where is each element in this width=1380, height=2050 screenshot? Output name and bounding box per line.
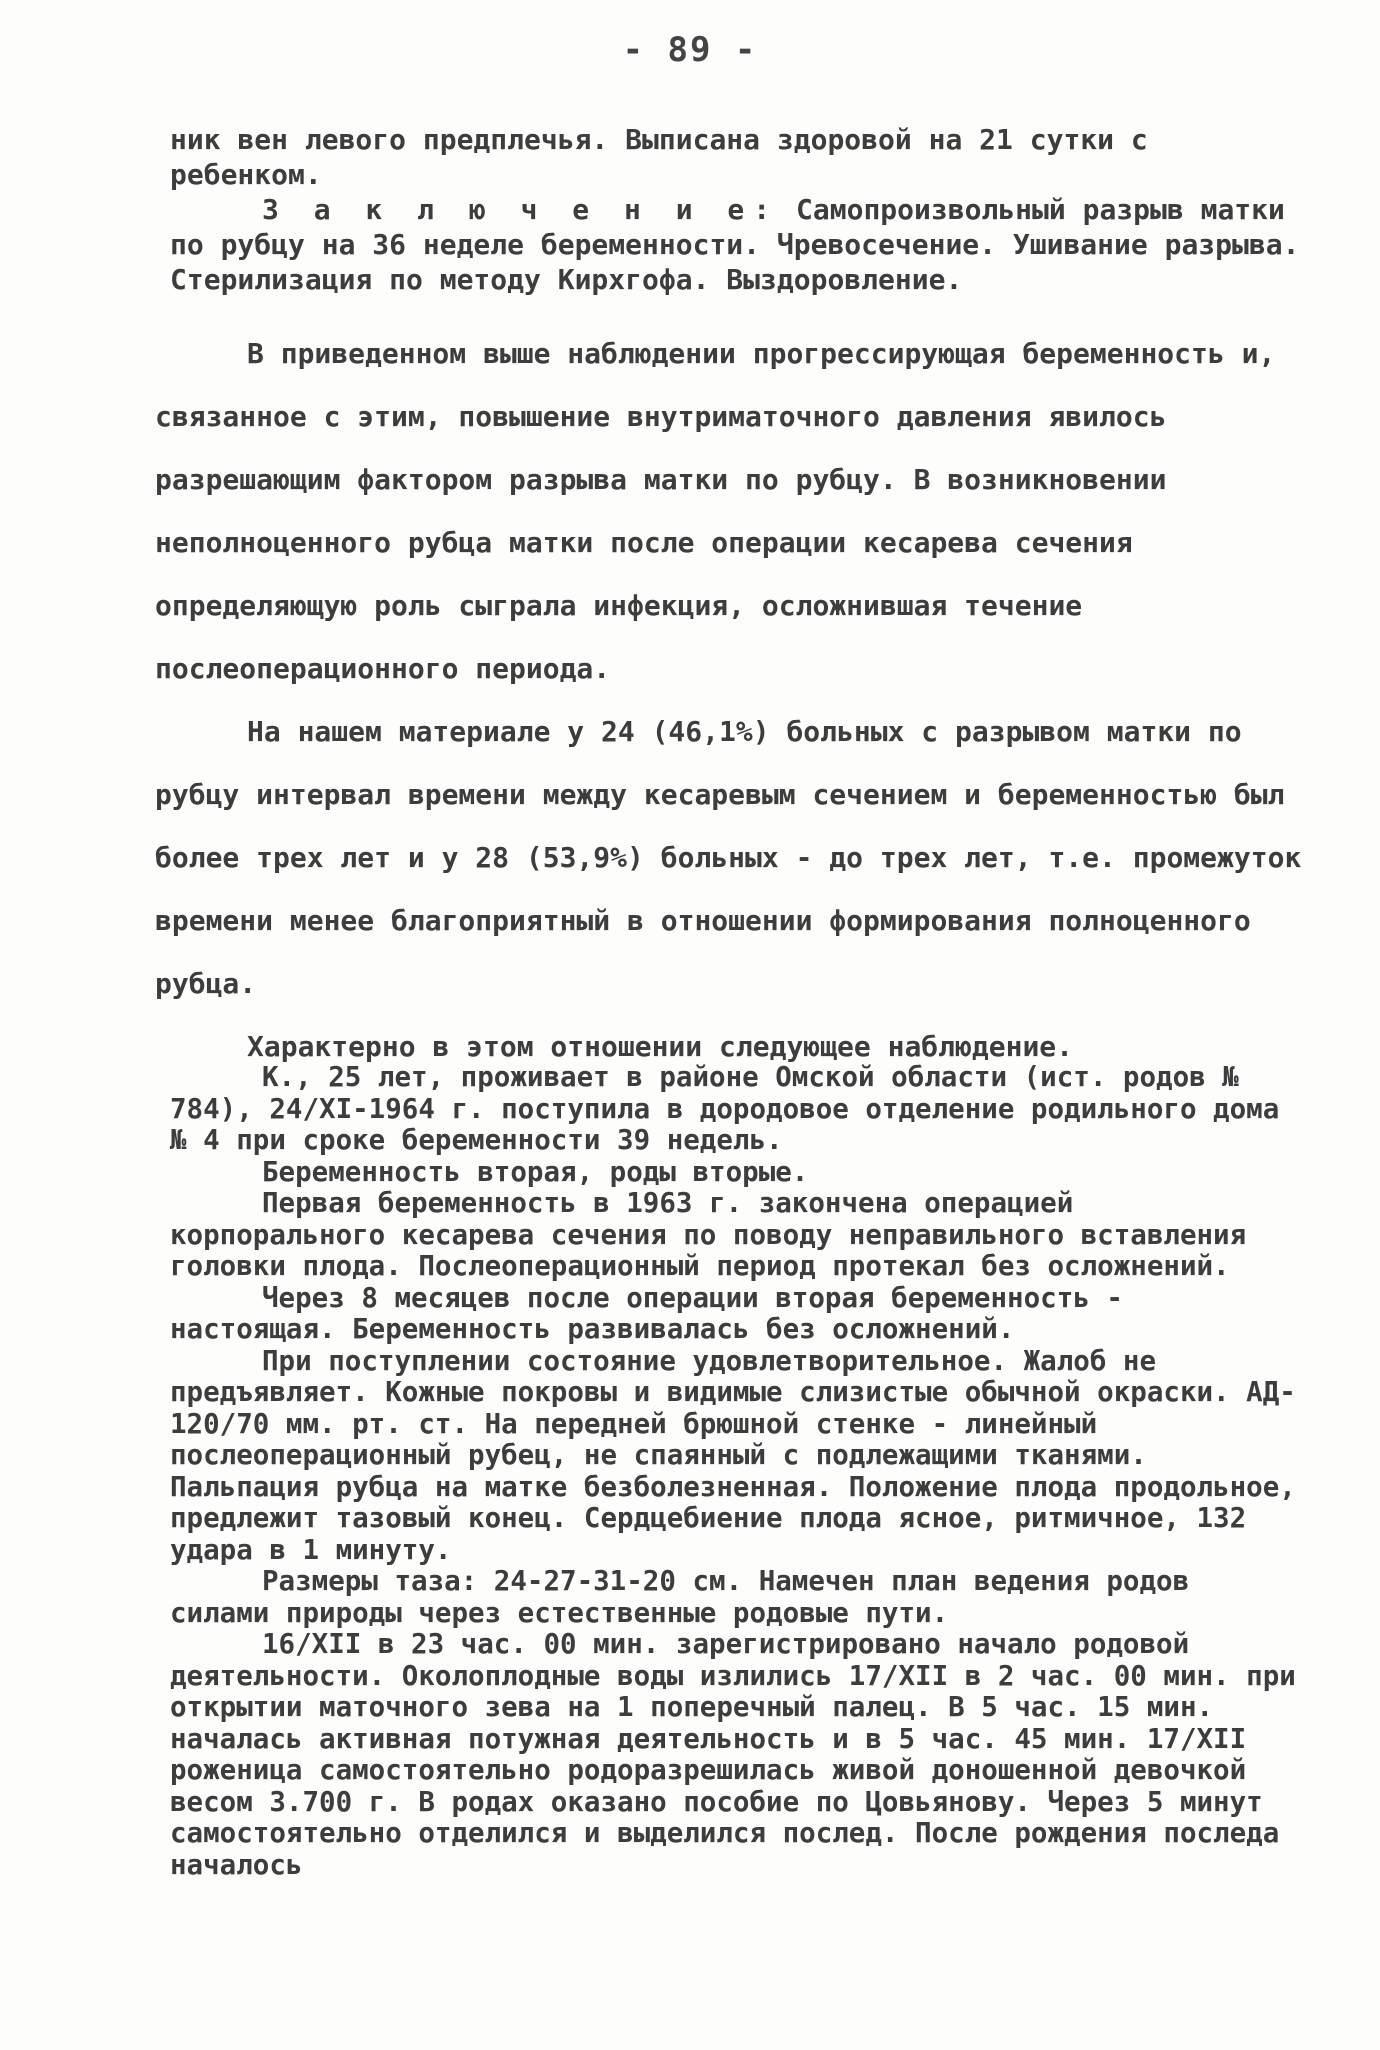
case-paragraph-7: 16/XII в 23 час. 00 мин. зарегистрировано начало родовой деятельности. Околоплодные воды излились 17/XII в 2 час. 00 мин. при открытии маточного зева на 1 поперечный палец. В 5 час. 15 мин. началась активная потужная деятельность и в 5 час. 45 мин. 17/XII роженица самостоятельно родоразрешилась живой доношенной девочкой весом 3.700 г. В родах оказано пособие по Цовьянову. Через 5 минут самостоятельно отделился и выделился послед. После рождения последа началось bbox=[170, 1628, 1296, 1881]
case-report bbox=[170, 1062, 1300, 1881]
paragraph-3: Характерно в этом отношении следующее наблюдение. bbox=[247, 1030, 1074, 1063]
conclusion-text: Самопроизвольный разрыв матки по рубцу на 36 неделе беременности. Чревосечение. Ушивание разрыва. Стерилизация по методу Кирхгофа. Выздоровление. bbox=[170, 193, 1300, 296]
paragraph-2: На нашем материале у 24 (46,1%) больных с разрывом матки по рубцу интервал времени между кесаревым сечением и беременностью был более трех лет и у 28 (53,9%) больных - до трех лет, т.е. промежуток времени менее благоприятный в отношении формирования полноценного рубца. bbox=[155, 715, 1302, 1000]
opening-line: ник вен левого предплечья. Выписана здоровой на 21 сутки с ребенком. bbox=[170, 123, 1148, 191]
case-paragraph-3: Первая беременность в 1963 г. закончена операцией корпорального кесарева сечения по поводу неправильного вставления головки плода. Послеоперационный период протекал без осложнений. bbox=[170, 1187, 1247, 1282]
opening-block bbox=[170, 122, 1300, 297]
paragraph-1: В приведенном выше наблюдении прогрессирующая беременность и, связанное с этим, повышение внутриматочного давления явилось разрешающим фактором разрыва матки по рубцу. В возникновении неполноценного рубца матки после операции кесарева сечения определяющую роль сыграла инфекция, осложнившая течение послеоперационного периода. bbox=[155, 337, 1276, 685]
conclusion-paragraph bbox=[170, 192, 1300, 297]
case-paragraph-1: К., 25 лет, проживает в районе Омской области (ист. родов № 784), 24/XI-1964 г. поступила в дородовое отделение родильного дома № 4 при сроке беременности 39 недель. bbox=[170, 1061, 1280, 1156]
case-paragraph-4: Через 8 месяцев после операции вторая беременность - настоящая. Беременность развивалась без осложнений. bbox=[170, 1281, 1123, 1345]
case-paragraph-2: Беременность вторая, роды вторые. bbox=[262, 1155, 809, 1188]
case-paragraph-6: Размеры таза: 24-27-31-20 см. Намечен план ведения родов силами природы через естественные родовые пути. bbox=[170, 1565, 1190, 1629]
page-number: - 89 - bbox=[622, 30, 758, 70]
conclusion-label: З а к л ю ч е н и е: bbox=[262, 193, 780, 226]
case-paragraph-5: При поступлении состояние удовлетворительное. Жалоб не предъявляет. Кожные покровы и видимые слизистые обычной окраски. АД- 120/70 мм. рт. ст. На передней брюшной стенке - линейный послеоперационный рубец, не спаянный с подлежащими тканями. Пальпация рубца на матке безболезненная. Положение плода продольное, предлежит тазовый конец. Сердцебиение плода ясное, ритмичное, 132 удара в 1 минуту. bbox=[170, 1344, 1296, 1566]
body-text bbox=[155, 322, 1315, 1078]
